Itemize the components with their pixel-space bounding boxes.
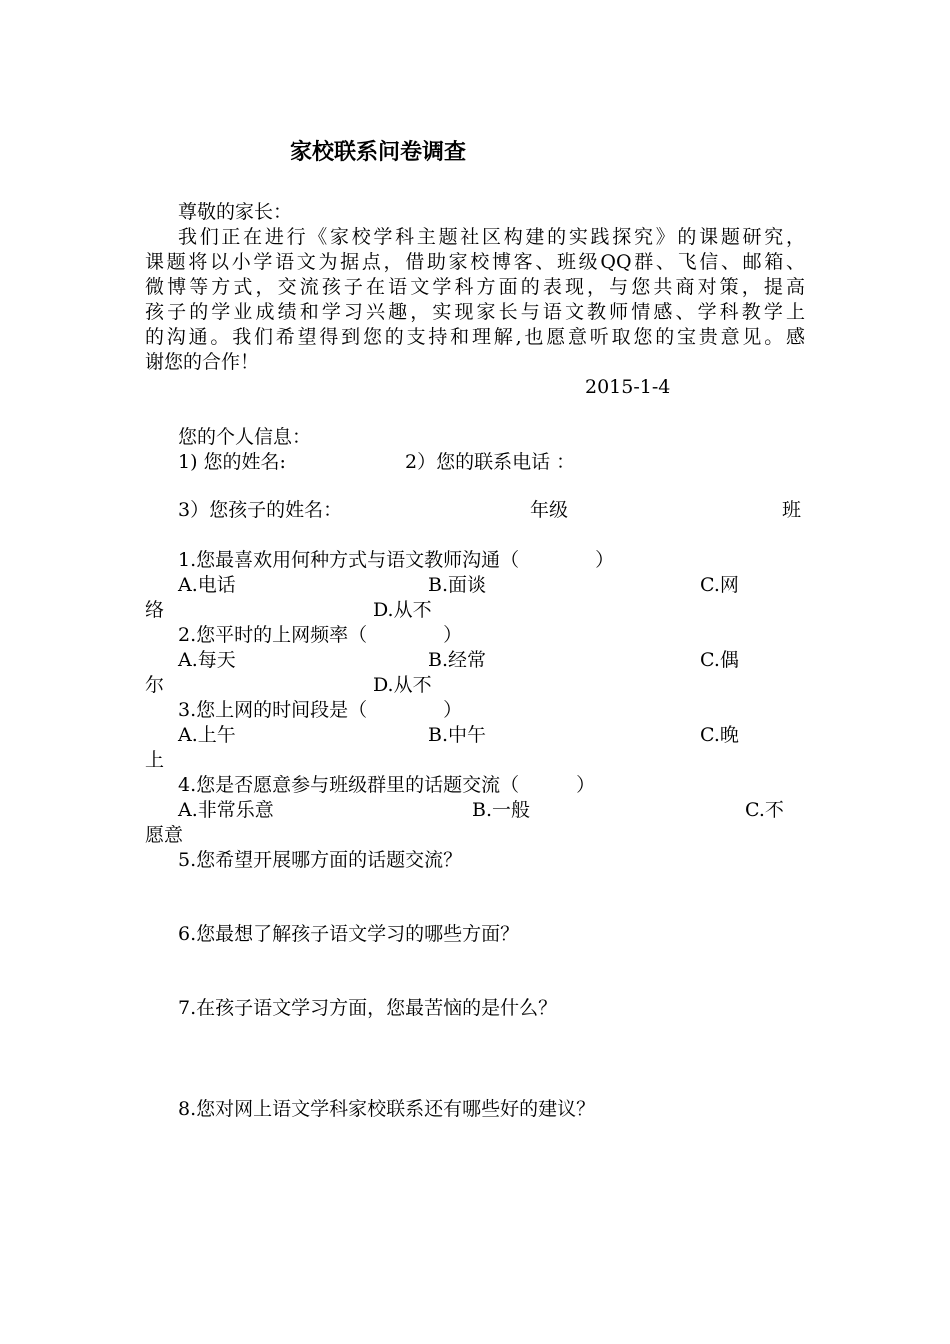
option-a: A.上午	[178, 724, 236, 746]
intro-line: 谢您的合作！	[145, 351, 260, 373]
question-7: 7.在孩子语文学习方面，您最苦恼的是什么？	[178, 997, 558, 1019]
option-c: C.晚	[700, 724, 739, 746]
question-8: 8.您对网上语文学科家校联系还有哪些好的建议？	[178, 1098, 596, 1120]
option-b: B.一般	[472, 799, 531, 821]
option-b: B.面谈	[428, 574, 487, 596]
greeting: 尊敬的家长：	[178, 201, 293, 223]
date: 2015-1-4	[585, 376, 671, 398]
option-d: D.从不	[373, 599, 432, 621]
child-name-label: 3）您孩子的姓名：	[178, 499, 343, 521]
question-5: 5.您希望开展哪方面的话题交流？	[178, 849, 463, 871]
name-label: 1) 您的姓名:	[178, 451, 286, 473]
option-a: A.非常乐意	[178, 799, 274, 821]
option-d: D.从不	[373, 674, 432, 696]
personal-info-heading: 您的个人信息：	[178, 426, 312, 448]
intro-line: 孩子的学业成绩和学习兴趣，实现家长与语文教师情感、学科教学上	[145, 301, 805, 323]
option-c-wrap: 上	[145, 749, 165, 771]
option-c: C.偶	[700, 649, 739, 671]
intro-line: 微博等方式，交流孩子在语文学科方面的表现，与您共商对策，提高	[145, 276, 805, 298]
option-a: A.每天	[178, 649, 236, 671]
intro-line: 我们正在进行《家校学科主题社区构建的实践探究》的课题研究，	[178, 226, 805, 248]
page-title: 家校联系问卷调查	[290, 139, 467, 165]
question-4: 4.您是否愿意参与班级群里的话题交流（ ）	[178, 774, 596, 796]
option-a: A.电话	[178, 574, 236, 596]
grade-label: 年级	[530, 499, 569, 521]
class-label: 班	[782, 499, 802, 521]
option-c: C.网	[700, 574, 739, 596]
option-c: C.不	[745, 799, 784, 821]
intro-line: 的沟通。我们希望得到您的支持和理解,也愿意听取您的宝贵意见。感	[145, 326, 805, 348]
question-1: 1.您最喜欢用何种方式与语文教师沟通（ ）	[178, 549, 615, 571]
question-6: 6.您最想了解孩子语文学习的哪些方面？	[178, 923, 520, 945]
option-c-wrap: 络	[145, 599, 165, 621]
option-c-wrap: 愿意	[145, 824, 184, 846]
phone-label: 2）您的联系电话 ：	[405, 451, 576, 473]
option-b: B.中午	[428, 724, 487, 746]
option-c-wrap: 尔	[145, 674, 165, 696]
intro-line: 课题将以小学语文为据点，借助家校博客、班级QQ群、飞信、邮箱、	[145, 251, 805, 273]
question-2: 2.您平时的上网频率（ ）	[178, 624, 463, 646]
question-3: 3.您上网的时间段是（ ）	[178, 699, 463, 721]
option-b: B.经常	[428, 649, 487, 671]
